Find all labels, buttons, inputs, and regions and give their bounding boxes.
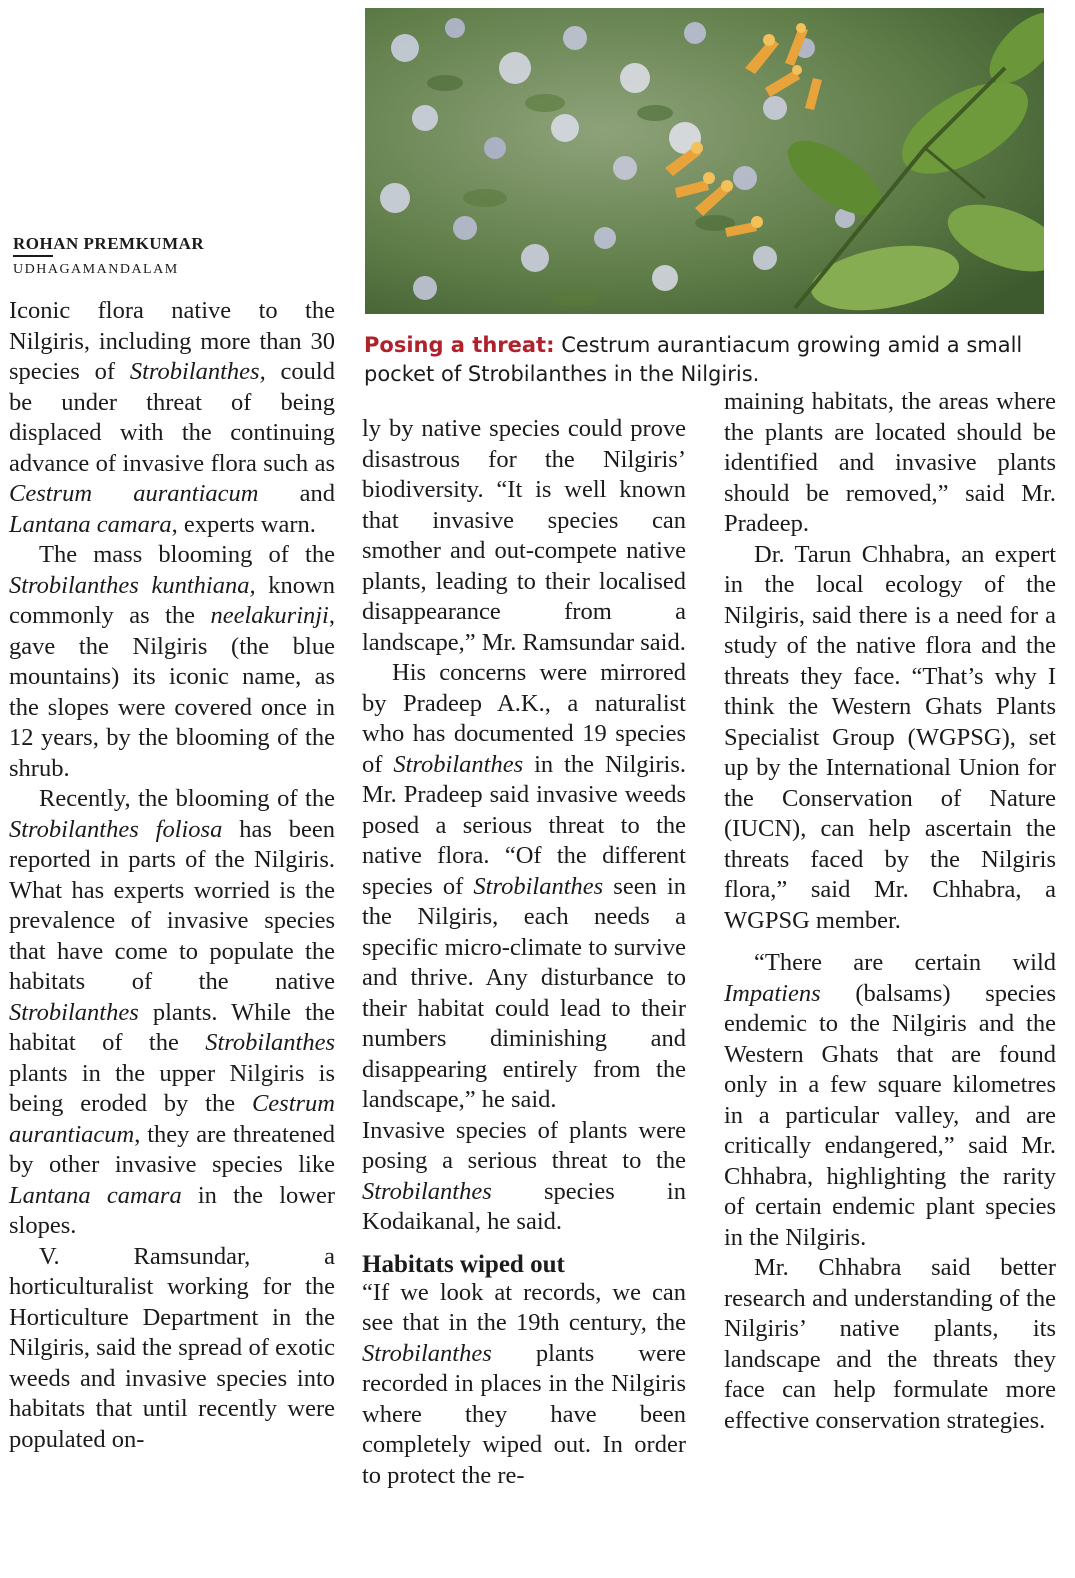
paragraph-7-part-2: maining habitats, the areas where the plants are located should be identified and invasive plants should be removed,” said Mr. Pradeep.: [724, 388, 1056, 537]
article-column-3: [724, 387, 1056, 1436]
column-gap: [724, 936, 1056, 948]
paragraph-4-part-2: ly by native species could prove disastrous for the Nilgiris’ biodiversity. “It is well known that invasive species can smother and out-compete native plants, leading to their localised disappearance from a landscape,” Mr. Ramsundar said.: [362, 415, 686, 656]
paragraph-7-continued: [724, 387, 1056, 540]
byline-rule: [13, 255, 53, 257]
paragraph-4-continued: [362, 414, 686, 658]
paragraph-1: Iconic flora native to the Nilgiris, including more than 30 species of Strobilanthes, could be under threat of being displaced with the continuing advance of invasive flora such as Cestrum aurantiacum and Lantana camara, experts warn.: [9, 297, 335, 538]
caption-lead: Posing a threat:: [364, 333, 555, 357]
article-column-1: [9, 296, 335, 1455]
paragraph-4: [9, 1242, 335, 1456]
paragraph-10: Mr. Chhabra said better research and understanding of the Nilgiris’ native plants, its landscape and the threats they face can help formulate more effective conservation strategies.: [724, 1254, 1056, 1434]
paragraph-4-part-1: V. Ramsundar, a horticulturalist working for the Horticulture Department in the Nilgiris, said the spread of exotic weeds and invasive species into habitats that until recently were populated on-: [9, 1242, 335, 1453]
photo-caption: [364, 331, 1054, 389]
paragraph-8: Dr. Tarun Chhabra, an expert in the local ecology of the Nilgiris, said there is a need for a study of the native flora and the threats they face. “That’s why I think the Western Ghats Plants Specialist Group (WGPSG), set up by the International Union for the Conservation of Nature (IUCN), can help ascertain the threats faced by the Nilgiris flora,” said Mr. Chhabra, a WGPSG member.: [724, 540, 1056, 934]
paragraph-7-part-1: “If we look at records, we can see that in the 19th century, the Strobilanthes plants were recorded in places in the Nilgiris where they have been completely wiped out. In order to protect the re-: [362, 1278, 686, 1489]
byline-author: ROHAN PREMKUMAR: [13, 234, 205, 253]
paragraph-7: [362, 1278, 686, 1492]
paragraph-9: “There are certain wild Impatiens (balsams) species endemic to the Nilgiris and the Western Ghats that are found only in a few square kilometres in a particular valley, and are critically endangered,” said Mr. Chhabra, highlighting the rarity of certain endemic plant species in the Nilgiris.: [724, 949, 1056, 1251]
subhead: Habitats wiped out: [362, 1250, 565, 1278]
caption-text: Cestrum aurantiacum growing amid a small pocket of Strobilanthes in the Nilgiris.: [364, 333, 1023, 386]
paragraph-3: Recently, the blooming of the Strobilanthes foliosa has been reported in parts of the Nilgiris. What has experts worried is the prevalence of invasive species that have come to populate the habitats of the native Strobilanthes plants. While the habitat of the Strobilanthes plants in the upper Nilgiris is being eroded by the Cestrum aurantiacum, they are threatened by other invasive species like Lantana camara in the lower slopes.: [9, 785, 335, 1239]
paragraph-6: Invasive species of plants were posing a serious threat to the Strobilanthes species in Kodaikanal, he said.: [362, 1116, 686, 1235]
byline-dateline: UDHAGAMANDALAM: [13, 262, 179, 277]
byline: [13, 234, 343, 279]
paragraph-2: The mass blooming of the Strobilanthes kunthiana, known commonly as the neelakurinji, gave the Nilgiris (the blue mountains) its iconic name, as the slopes were covered once in 12 years, by the blooming of the shrub.: [9, 541, 335, 782]
photo-illustration: [365, 8, 1044, 314]
article-photo: [365, 8, 1044, 314]
paragraph-5: His concerns were mirrored by Pradeep A.K., a naturalist who has documented 19 species of Strobilanthes in the Nilgiris. Mr. Pradeep said invasive weeds posed a serious threat to the native flora. “Of the different species of Strobilanthes seen in the Nilgiris, each needs a specific micro-climate to survive and thrive. Any disturbance to their habitat could lead to their numbers diminishing and disappearing entirely from the landscape,” he said.: [362, 659, 686, 1113]
article-column-2: [362, 414, 686, 1491]
